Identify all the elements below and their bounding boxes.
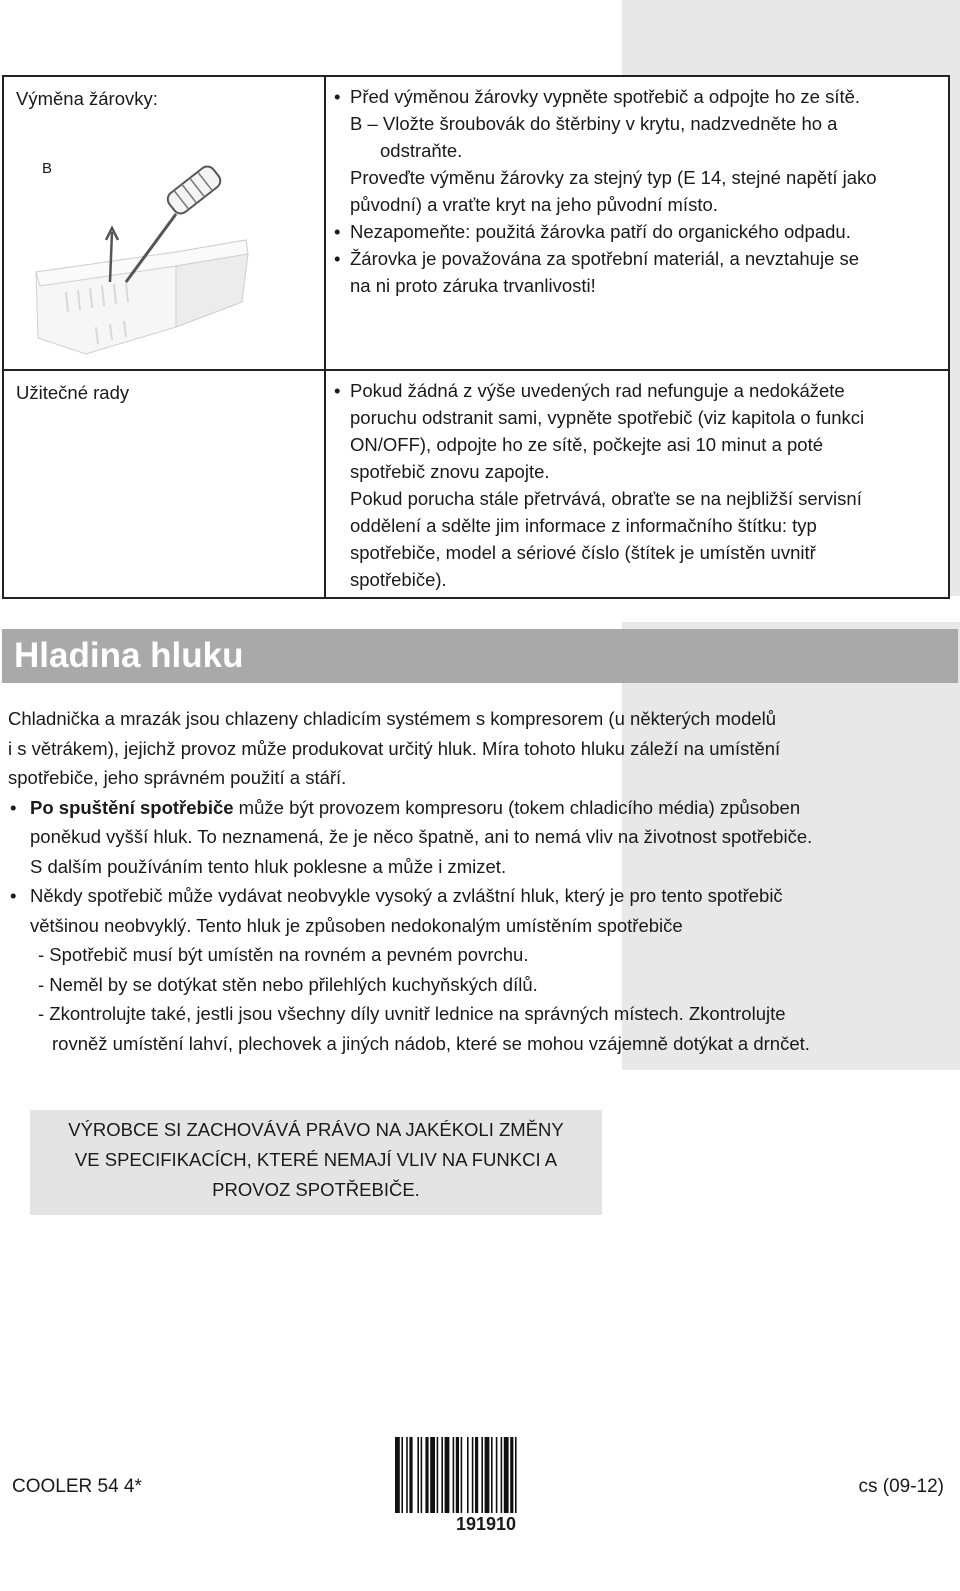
barcode-number: 191910 [455,1514,517,1534]
bullet-continuation: většinou neobvyklý. Tento hluk je způsoben nedokonalým umístěním spotřebiče [30,914,683,936]
list-item: • Před výměnou žárovky vypněte spotřebič a odpojte ho ze sítě. [334,86,861,107]
list-item: • Nezapomeňte: použitá žárovka patří do organického odpadu. [334,221,851,242]
list-item: odstraňte. [380,140,463,161]
background-gap [622,596,960,622]
section-title: Hladina hluku [14,636,244,675]
tips-label-cell [3,370,325,598]
list-item: • Pokud žádná z výše uvedených rad nefunguje a nedokážete [334,380,845,401]
list-item: Pokud porucha stále přetrvává, obraťte se na nejbližší servisní [350,488,862,509]
barcode-bar [445,1437,450,1513]
bulb-label-cell [3,76,325,370]
list-item: ON/OFF), odpojte ho ze sítě, počkejte asi 10 minut a poté [350,434,824,455]
intro-line: Chladnička a mrazák jsou chlazeny chladicím systémem s kompresorem (u některých modelů [8,708,777,729]
tips-row [3,370,949,598]
bullet-paragraph: • Někdy spotřebič může vydávat neobvykle vysoký a zvláštní hluk, který je pro tento spotřebič [8,881,948,911]
bulb-row-label: Výměna žárovky: [16,88,158,109]
manufacturer-notice [30,1110,602,1215]
barcode-bar [475,1437,478,1513]
barcode-bar [417,1437,419,1513]
notice-line: VÝROBCE SI ZACHOVÁVÁ PRÁVO NA JAKÉKOLI ZMĚNY [68,1119,564,1140]
bullet-continuation: S dalším používáním tento hluk poklesne a může i zmizet. [30,855,507,877]
list-item: spotřebič znovu zapojte. [350,461,550,482]
barcode-bar [406,1437,408,1513]
barcode-bar [430,1437,435,1513]
list-item: poruchu odstranit sami, vypněte spotřebič (viz kapitola o funkci [350,407,865,428]
barcode-bar [467,1437,469,1513]
barcode-bar [504,1437,509,1513]
barcode-bar [395,1437,400,1513]
barcode-bar [409,1437,412,1513]
barcode-bar [515,1437,517,1513]
barcode-bar [472,1437,474,1513]
list-item: • Žárovka je považována za spotřební materiál, a nevztahuje se [334,248,860,269]
list-item: spotřebiče, model a sériové číslo (štítek je umístěn uvnitř [350,542,816,563]
dash-item: - Neměl by se dotýkat stěn nebo přilehlých kuchyňských dílů. [38,973,538,995]
dash-item: - Zkontrolujte také, jestli jsou všechny díly uvnitř lednice na správných místech. Zkontrolujte [38,1003,786,1024]
barcode-bar [496,1437,498,1513]
barcode-bar [425,1437,428,1513]
barcode-bar [401,1437,403,1513]
barcode-bar [481,1437,483,1513]
intro-line: spotřebiče, jeho správném použití a stáří. [8,767,347,788]
barcode-image [395,1437,577,1523]
barcode-bar [461,1437,463,1513]
tips-row-label: Užitečné rady [16,382,130,403]
list-item: Proveďte výměnu žárovky za stejný typ (E 14, stejné napětí jako [350,167,877,188]
barcode-bar [421,1437,423,1513]
list-item: spotřebiče). [350,569,447,590]
lamp-cover-illustration [26,132,266,362]
bulb-instructions-cell [325,76,949,370]
barcode-bar [510,1437,513,1513]
section-header [2,629,958,683]
tips-instructions-cell [325,370,949,598]
noise-section-body [8,704,948,1058]
barcode-bar [485,1437,490,1513]
bullet-continuation: poněkud vyšší hluk. To neznamená, že je něco špatně, ani to nemá vliv na životnost spotřebiče. [30,826,813,847]
notice-line: PROVOZ SPOTŘEBIČE. [212,1179,420,1200]
bold-phrase: Po spuštění spotřebiče [30,796,234,818]
barcode-bar [437,1437,439,1513]
barcode-bar [501,1437,503,1513]
bulb-replacement-row [3,76,949,370]
barcode-bar [491,1437,493,1513]
bullet-paragraph: • Po spuštění spotřebiče může být provozem kompresoru (tokem chladicího média) způsoben [8,793,948,823]
dash-item: - Spotřebič musí být umístěn na rovném a pevném povrchu. [38,944,529,965]
list-item: B – Vložte šroubovák do štěrbiny v krytu, nadzvedněte ho a [350,113,838,134]
document-code: cs (09-12) [858,1476,944,1497]
barcode-bar [453,1437,455,1513]
list-item: na ni proto záruka trvanlivosti! [350,275,596,296]
model-name: COOLER 54 4* [12,1476,142,1497]
illustration-letter: B [42,160,53,177]
intro-line: i s větrákem), jejichž provoz může produkovat určitý hluk. Míra tohoto hluku záleží na umístění [8,737,781,759]
list-item: oddělení a sdělte jim informace z informačního štítku: typ [350,515,817,536]
list-item: původní) a vraťte kryt na jeho původní místo. [350,194,718,215]
bullet-glyph: • [10,885,17,906]
tips-table [2,75,950,599]
bullet-glyph: • [10,796,17,818]
notice-line: VE SPECIFIKACÍCH, KTERÉ NEMAJÍ VLIV NA FUNKCI A [74,1149,558,1170]
barcode-bar [456,1437,459,1513]
barcode-bar [441,1437,443,1513]
dash-continuation: rovněž umístění lahví, plechovek a jiných nádob, které se mohou vzájemně dotýkat a drnčet. [52,1032,810,1054]
